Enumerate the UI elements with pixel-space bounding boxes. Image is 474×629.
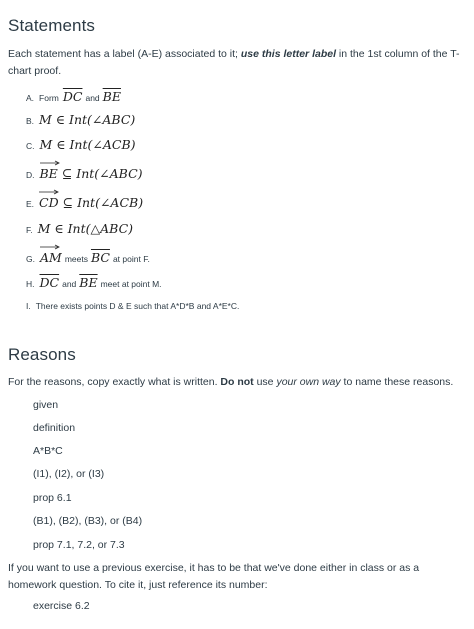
ray-arrow-icon [39,189,59,195]
ray-bar: BE [40,160,58,181]
statement-c: C. M ∈ Int(∠ACB) [26,137,136,152]
ray-bar: CD [39,189,59,210]
statement-i: I. There exists points D & E such that A*D*B and A*E*C. [26,301,240,311]
emphasis-text: use this letter label [240,48,336,60]
statement-b: B. M ∈ Int(∠ABC) [26,112,136,127]
ray-arrow-icon [40,244,60,250]
statements-heading: Statements [8,16,95,35]
statements-intro: Each statement has a label (A-E) associated to it; use this letter label in the 1st column of the T-chart proof. [8,48,460,77]
reasons-heading: Reasons [8,345,76,364]
reason-item: (I1), (I2), or (I3) [33,468,105,480]
reason-item: prop 7.1, 7.2, or 7.3 [33,539,125,551]
exercise-reference: exercise 6.2 [33,600,90,612]
exercise-note: If you want to use a previous exercise, it has to be that we've done either in class or as a homework question. To cite it, just reference its number: [8,562,420,591]
reasons-intro: For the reasons, copy exactly what is written. Do not use your own way to name these reasons. [8,376,454,388]
reason-item: A*B*C [33,445,63,457]
statement-h: H. $\overline{DC}$ and $\overline{BE}$ meet at point M. [26,275,162,290]
reason-item: (B1), (B2), (B3), or (B4) [33,515,143,527]
ray-bar: AM [40,244,62,265]
reason-item: definition [33,422,76,434]
statement-a: A. Form $\overline{DC}$ and $\overline{BE}$ [26,89,121,104]
statement-e: E. CD ⊆ Int(∠ACB) [26,189,143,210]
statement-f: F. M ∈ Int(△ABC) [26,221,134,236]
reason-item: prop 6.1 [33,492,72,504]
ray-arrow-icon [40,160,60,166]
statement-d: D. BE ⊆ Int(∠ABC) [26,160,143,181]
statement-g: G. AM meets $\overline{BC}$ at point F. [26,244,153,265]
reason-item: given [33,399,59,411]
